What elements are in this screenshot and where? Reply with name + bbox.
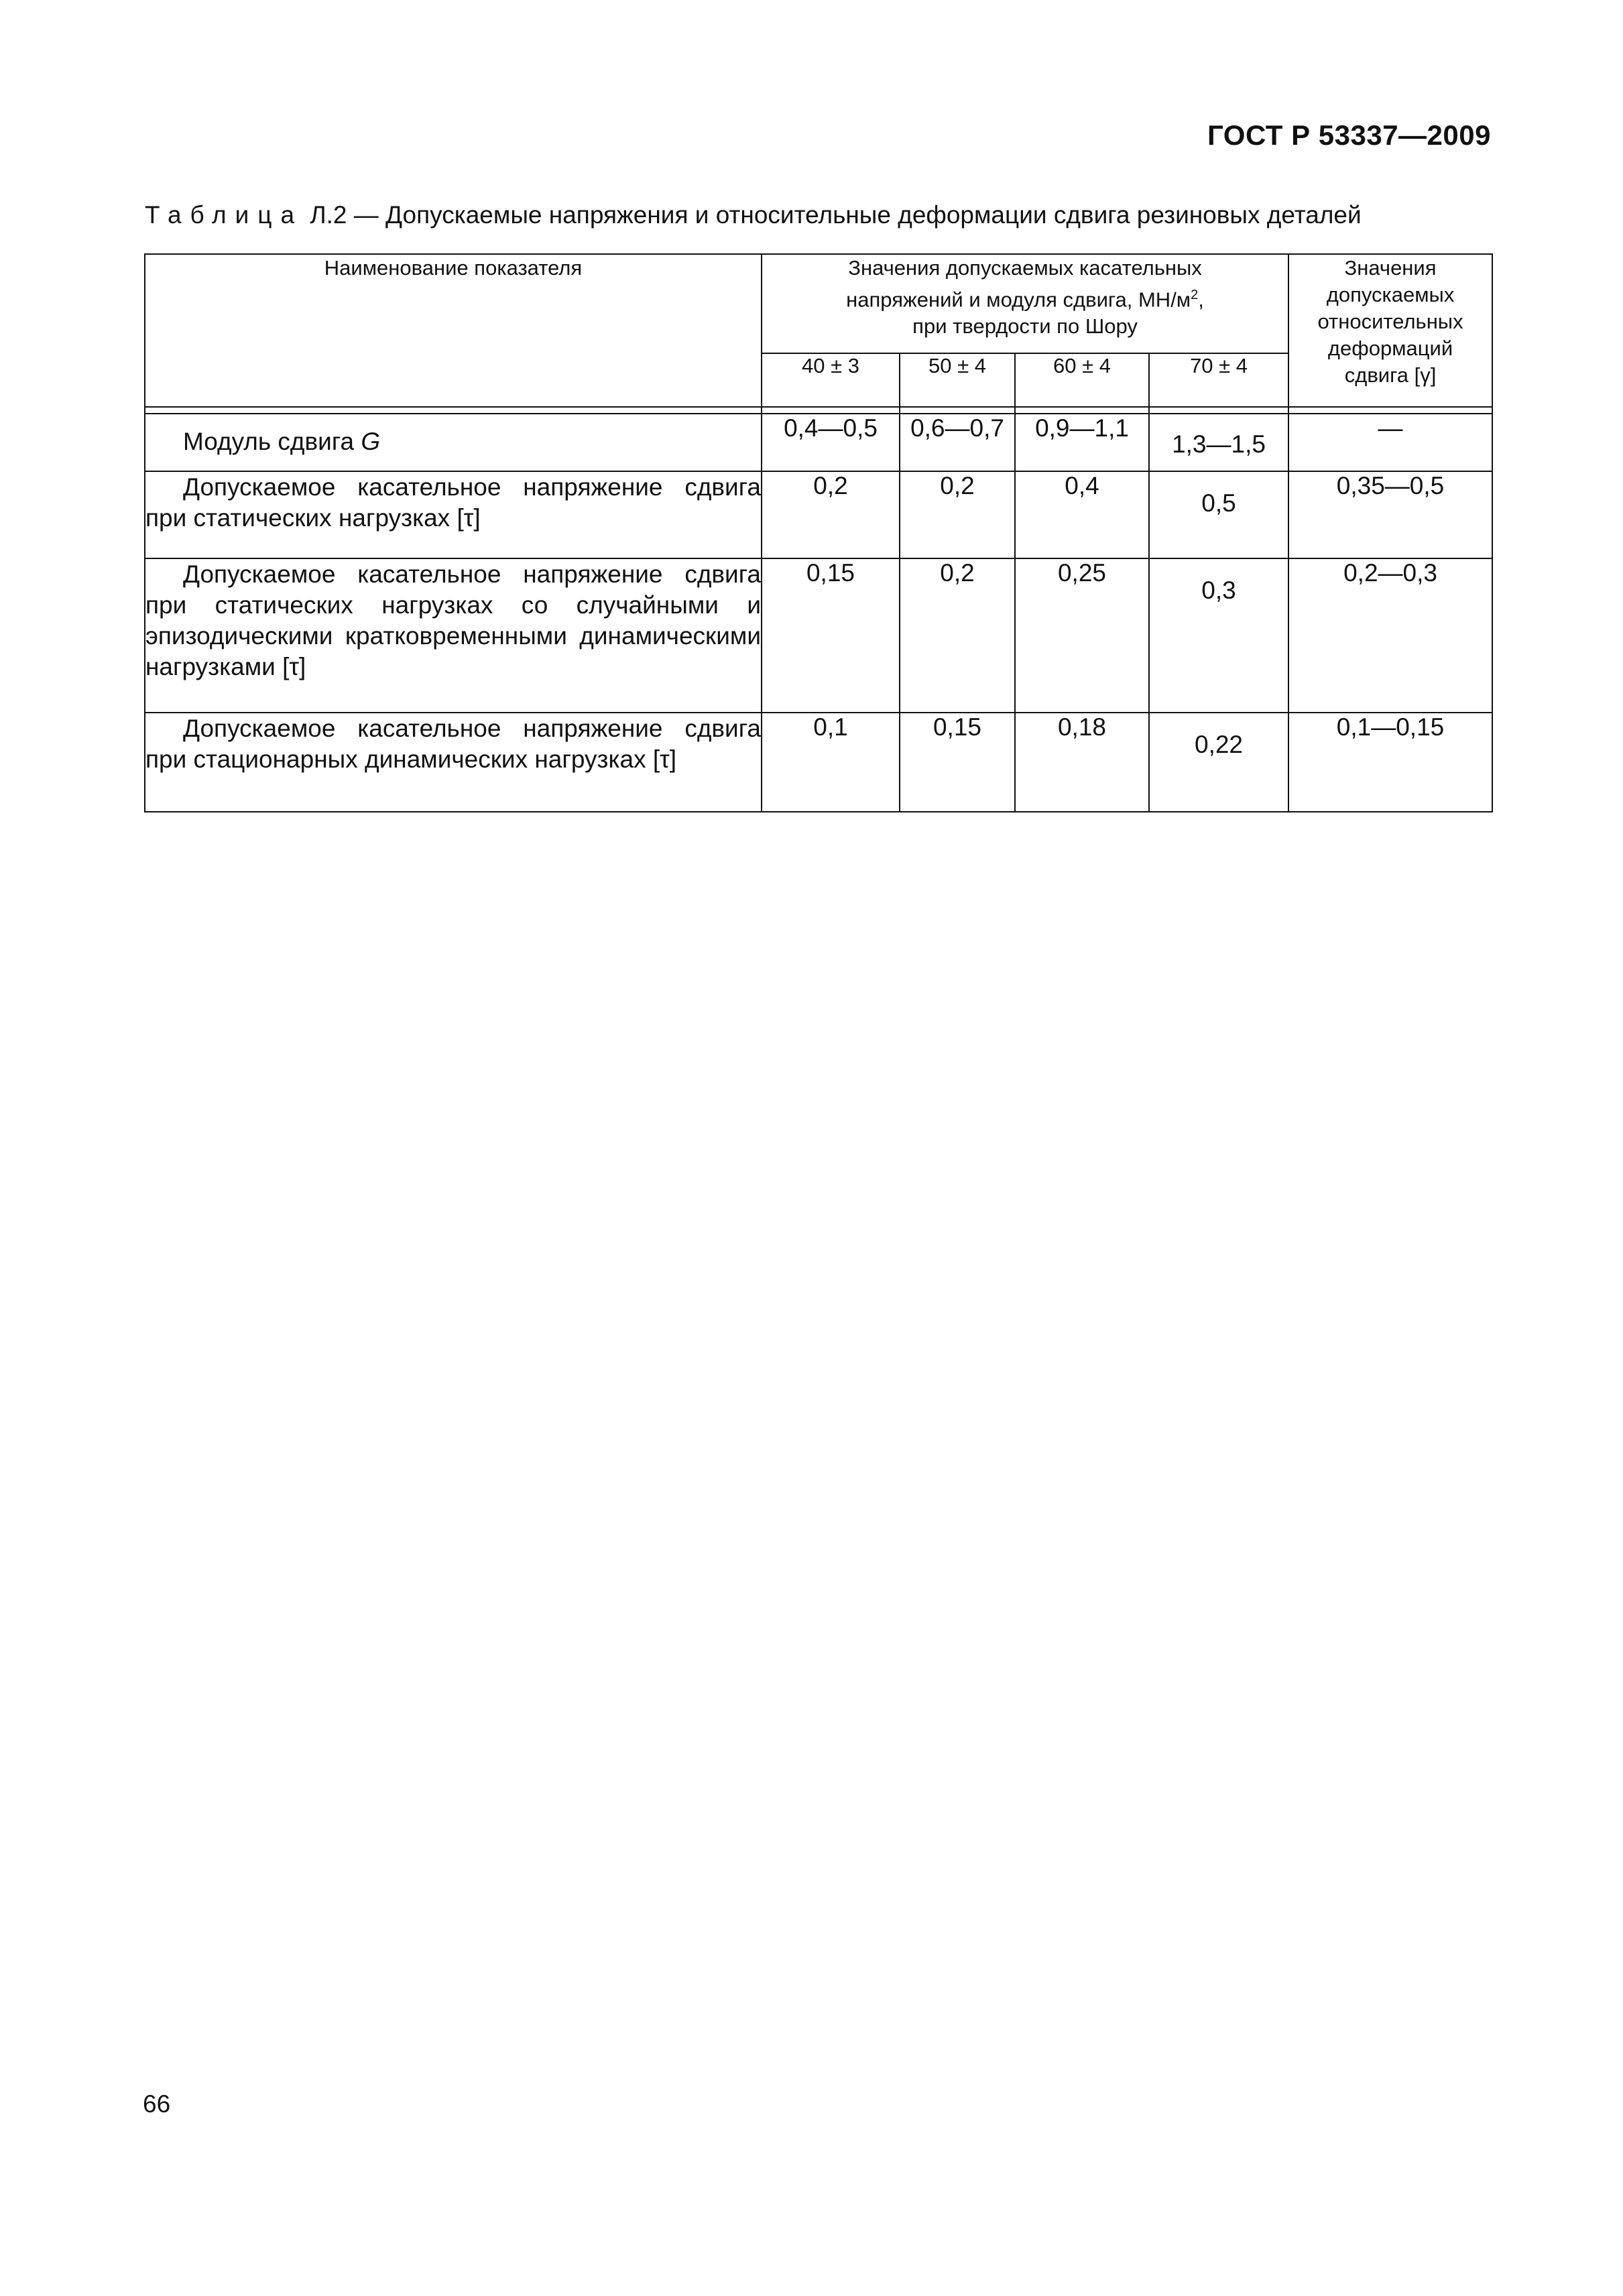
cell-value: 0,2 [900, 471, 1015, 558]
hardness-header: 70 ± 4 [1149, 353, 1288, 407]
cell-value: 0,15 [900, 713, 1015, 812]
cell-value: 0,4—0,5 [762, 414, 900, 471]
table-row [145, 713, 1492, 812]
table-caption-title: Л.2 — Допускаемые напряжения и относительные деформации сдвига резиновых деталей [310, 201, 1362, 229]
stress-table [144, 253, 1493, 812]
table-row [145, 558, 1492, 713]
cell-value: 0,2 [900, 558, 1015, 713]
table-caption-label: Таблица [145, 201, 304, 229]
cell-value: 0,5 [1149, 471, 1288, 558]
cell-value: 0,9—1,1 [1015, 414, 1149, 471]
hardness-header: 50 ± 4 [900, 353, 1015, 407]
deformation-header: Значения допускаемых относительных деформаций сдвига [γ] [1288, 254, 1492, 407]
row-name: Допускаемое касательное напряжение сдвига при статических нагрузках [τ] [145, 471, 762, 558]
table-caption [145, 201, 1362, 229]
col-name-header: Наименование показателя [145, 254, 762, 407]
cell-value: 0,1 [762, 713, 900, 812]
cell-value: 0,6—0,7 [900, 414, 1015, 471]
hardness-header: 40 ± 3 [762, 353, 900, 407]
table-row [145, 414, 1492, 471]
cell-value: 0,4 [1015, 471, 1149, 558]
cell-value: 0,18 [1015, 713, 1149, 812]
row-name: Модуль сдвига G [145, 414, 762, 471]
cell-value: 0,1—0,15 [1288, 713, 1492, 812]
cell-value: 0,3 [1149, 558, 1288, 713]
cell-value: 0,22 [1149, 713, 1288, 812]
row-name: Допускаемое касательное напряжение сдвига при статических нагрузках со случайными и эпизодическими кратковременными динамическими нагрузками [τ] [145, 558, 762, 713]
cell-value: 0,25 [1015, 558, 1149, 713]
group-header: Значения допускаемых касательных напряжений и модуля сдвига, $МН/м^2$, при твердости по Шору [762, 254, 1288, 353]
cell-value: 0,35—0,5 [1288, 471, 1492, 558]
table-row [145, 471, 1492, 558]
cell-value: 0,2—0,3 [1288, 558, 1492, 713]
cell-value: 1,3—1,5 [1149, 414, 1288, 471]
hardness-header: 60 ± 4 [1015, 353, 1149, 407]
row-name: Допускаемое касательное напряжение сдвига при стационарных динамических нагрузках [τ] [145, 713, 762, 812]
page-number: 66 [143, 2090, 171, 2118]
cell-value: 0,2 [762, 471, 900, 558]
document-code: ГОСТ Р 53337—2009 [1207, 119, 1491, 151]
cell-value: — [1288, 414, 1492, 471]
cell-value: 0,15 [762, 558, 900, 713]
